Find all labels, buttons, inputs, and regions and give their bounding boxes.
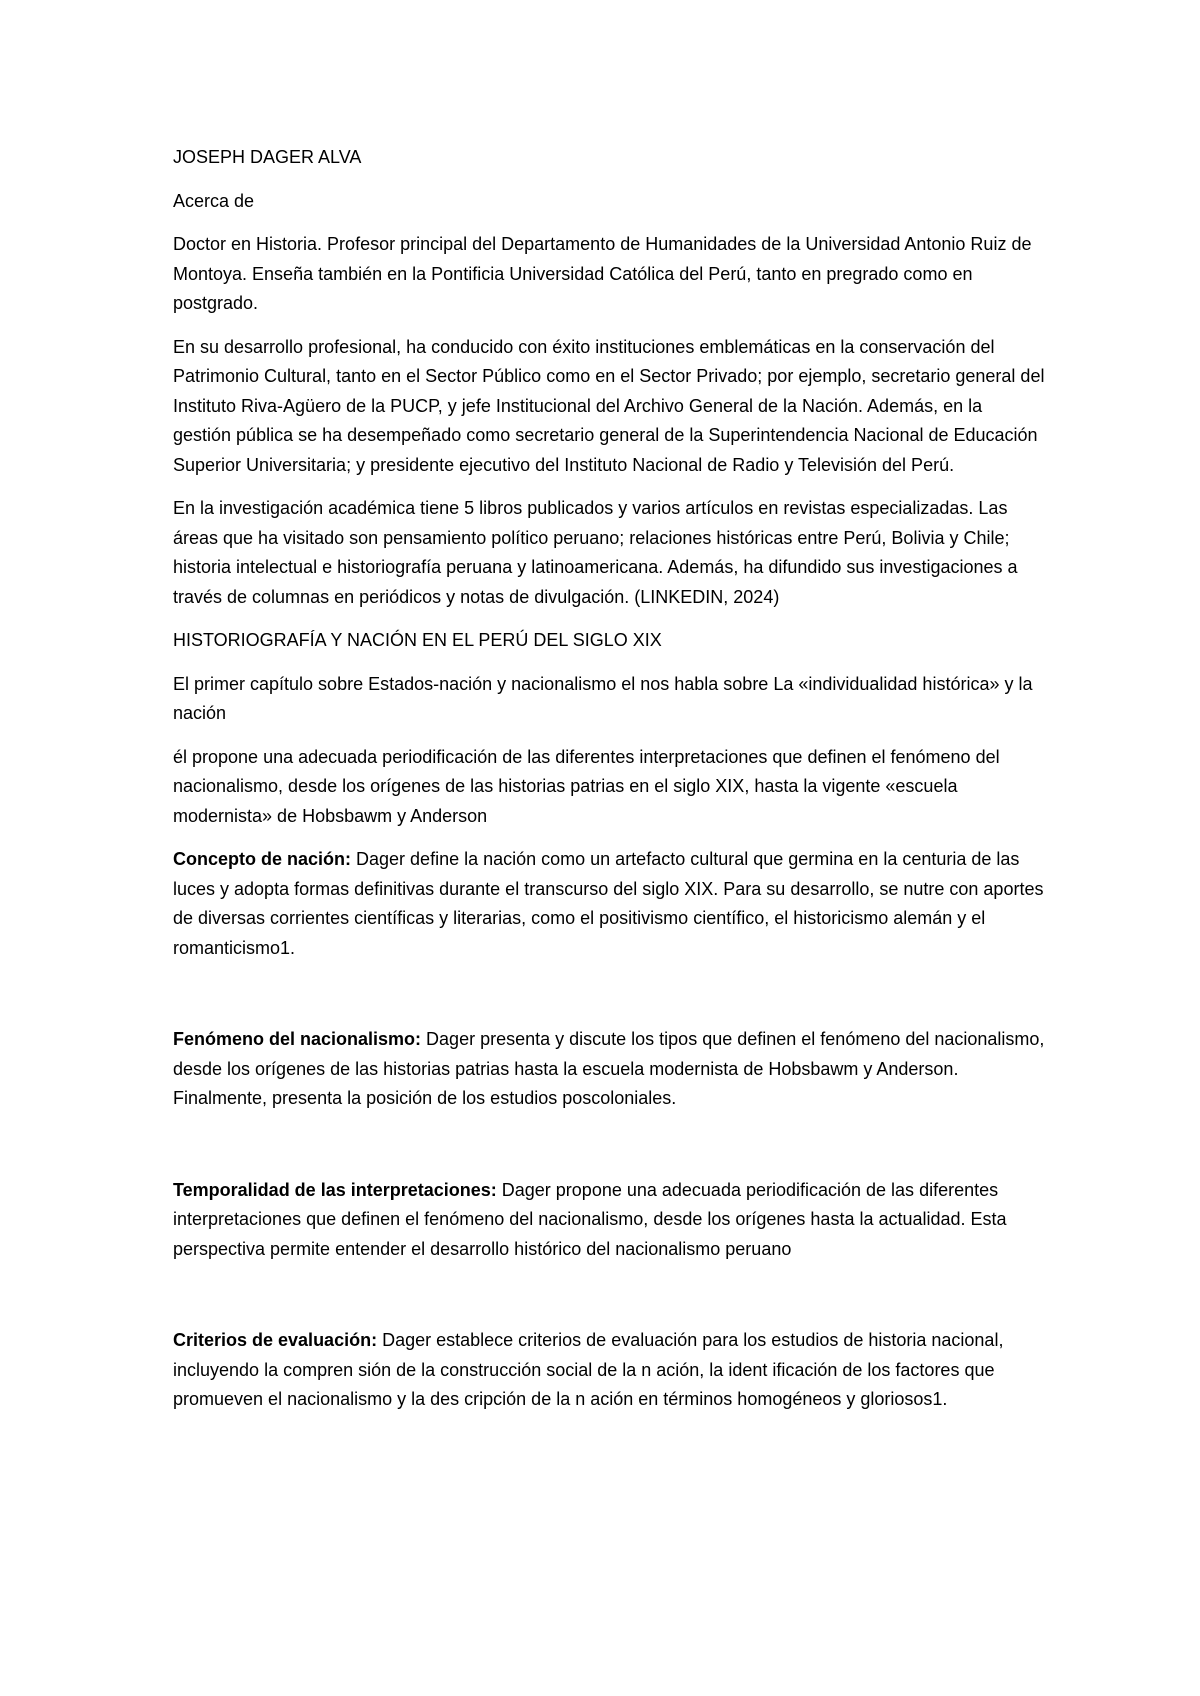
section-temporalidad <box>173 1176 1045 1265</box>
document-body <box>173 143 1045 1429</box>
section-term: Temporalidad de las interpretaciones: <box>173 1179 497 1200</box>
section-fenomeno-nacionalismo <box>173 1025 1045 1114</box>
section-text: Dager propone una adecuada periodificación de las diferentes interpretaciones que definen el fenómeno del nacionalismo, desde los orígenes hasta la actualidad. Esta perspectiva permite entender el desarrollo histórico del nacionalismo peruano <box>173 1179 1007 1259</box>
section-criterios-evaluacion <box>173 1326 1045 1415</box>
book-title: HISTORIOGRAFÍA Y NACIÓN EN EL PERÚ DEL SIGLO XIX <box>173 630 662 650</box>
bio-paragraph: En su desarrollo profesional, ha conducido con éxito instituciones emblemáticas en la conservación del Patrimonio Cultural, tanto en el Sector Público como en el Sector Privado; por ejemplo, secretario general del Instituto Riva-Agüero de la PUCP, y jefe Institucional del Archivo General de la Nación. Además, en la gestión pública se ha desempeñado como secretario general de la Superintendencia Nacional de Educación Superior Universitaria; y presidente ejecutivo del Instituto Nacional de Radio y Televisión del Perú. <box>173 336 1045 475</box>
section-term: Concepto de nación: <box>173 849 352 869</box>
section-text: Dager establece criterios de evaluación para los estudios de historia nacional, incluyendo la compren sión de la construcción social de la n ación, la ident ificación de los factores que promueven el nacionalismo y la des cripción de la n ación en términos homogéneos y gloriosos1. <box>173 1330 1004 1409</box>
section-term: Criterios de evaluación: <box>173 1330 378 1350</box>
section-text: Dager define la nación como un artefacto cultural que germina en la centuria de las luces y adopta formas definitivas durante el transcurso del siglo XIX. Para su desarrollo, se nutre con aportes de diversas corrientes científicas y literarias, como el positivismo científico, el historicismo alemán y el romanticismo1. <box>173 849 1044 958</box>
bio-paragraph: En la investigación académica tiene 5 libros publicados y varios artículos en revistas especializadas. Las áreas que ha visitado son pensamiento político peruano; relaciones históricas entre Perú, Bolivia y Chile; historia intelectual e historiografía peruana y latinoamericana. Además, ha difundido sus investigaciones a través de columnas en periódicos y notas de divulgación. (LINKEDIN, 2024) <box>173 498 1018 607</box>
about-heading: Acerca de <box>173 190 255 211</box>
bio-paragraph: Doctor en Historia. Profesor principal del Departamento de Humanidades de la Universidad Antonio Ruiz de Montoya. Enseña también en la Pontificia Universidad Católica del Perú, tanto en pregrado como en postgrado. <box>173 234 1032 313</box>
author-name: JOSEPH DAGER ALVA <box>173 147 362 167</box>
section-term: Fenómeno del nacionalismo: <box>173 1029 422 1049</box>
section-concepto-nacion <box>173 845 1045 963</box>
chapter-paragraph: El primer capítulo sobre Estados-nación y nacionalismo el nos habla sobre La «individualidad histórica» y la nación <box>173 673 1033 723</box>
chapter-paragraph: él propone una adecuada periodificación de las diferentes interpretaciones que definen el fenómeno del nacionalismo, desde los orígenes de las historias patrias en el siglo XIX, hasta la vigente «escuela modernista» de Hobsbawm y Anderson <box>173 746 1000 826</box>
section-text: Dager presenta y discute los tipos que definen el fenómeno del nacionalismo, desde los orígenes de las historias patrias hasta la escuela modernista de Hobsbawm y Anderson. Finalmente, presenta la posición de los estudios poscoloniales. <box>173 1029 1045 1108</box>
